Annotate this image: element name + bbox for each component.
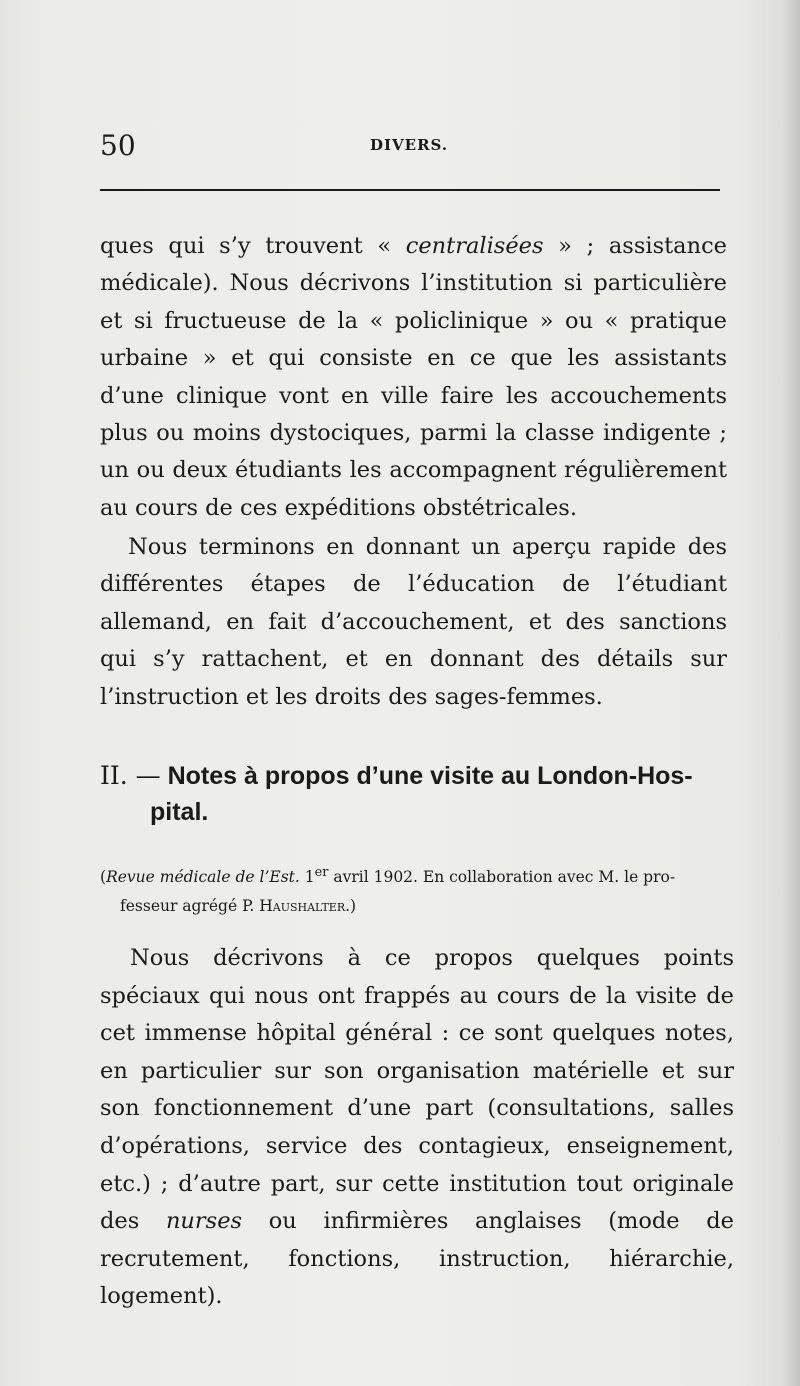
citation-line-2	[100, 892, 734, 921]
section-title-line-2: pital.	[150, 798, 209, 826]
citation-line-2-b: .)	[345, 897, 357, 916]
section-title-line-1: Notes à propos d’une visite au London-Hos-	[160, 762, 693, 790]
paragraph-1-text-a: ques qui s’y trouvent «	[100, 233, 406, 259]
page-header	[100, 128, 720, 168]
running-head: DIVERS.	[370, 136, 449, 154]
paragraph-3-text-c: ou infirmières anglaises (mode de recrutement, fonctions, instruction, hiérarchie, logement).	[100, 1208, 734, 1310]
paragraph-3-italic: nurses	[165, 1208, 243, 1235]
section-heading	[100, 758, 730, 830]
page-number: 50	[100, 129, 136, 162]
paragraph-1	[100, 228, 727, 527]
citation-author: Haushalter	[259, 897, 346, 916]
citation-open-paren: (	[100, 868, 107, 887]
citation-line-2-a: fesseur agrégé P.	[120, 897, 260, 916]
paragraph-3	[100, 940, 734, 1316]
paragraph-2: Nous terminons en donnant un aperçu rapide des différentes étapes de l’éducation de l’étudiant allemand, en fait d’accouchement, et des sanctions qui s’y rattachent, et en donnant des détails sur l’instruction et les droits des sages-femmes.	[100, 534, 727, 710]
header-rule	[100, 189, 720, 191]
paragraph-3-text-a: Nous décrivons à ce propos quelques points spéciaux qui nous ont frappés au cours de la visite de cet immense hôpital général : ce sont quelques notes, en particulier sur son organisation matérielle et sur son fonctionnement d’une part (consultations, salles d’opérations, service des contagieux, enseignement, etc.) ; d’autre part, sur cette institution tout originale des	[100, 945, 734, 1235]
citation-date-b: avril 1902. En collaboration avec M. le pro-	[328, 868, 676, 887]
section-number: II. —	[100, 761, 161, 790]
citation-journal: Revue médicale de l’Est.	[106, 868, 300, 887]
citation-date-a: 1	[299, 868, 315, 887]
citation	[100, 858, 734, 921]
paragraph-1-text-c: » ; assistance médicale). Nous décrivons l’institution si particulière et si fructueuse de la « policlinique » ou « pratique urbaine » et qui consiste en ce que les assistants d’une clinique vont en ville faire les accouchements plus ou moins dystociques, parmi la classe indigente ; un ou deux étudiants les accompagnent régulièrement au cours de ces expéditions obstétricales.	[100, 233, 727, 521]
paragraph-1-italic: centralisées	[405, 233, 544, 259]
citation-date-sup: er	[314, 865, 329, 880]
page-edge-shadow	[782, 0, 800, 1386]
